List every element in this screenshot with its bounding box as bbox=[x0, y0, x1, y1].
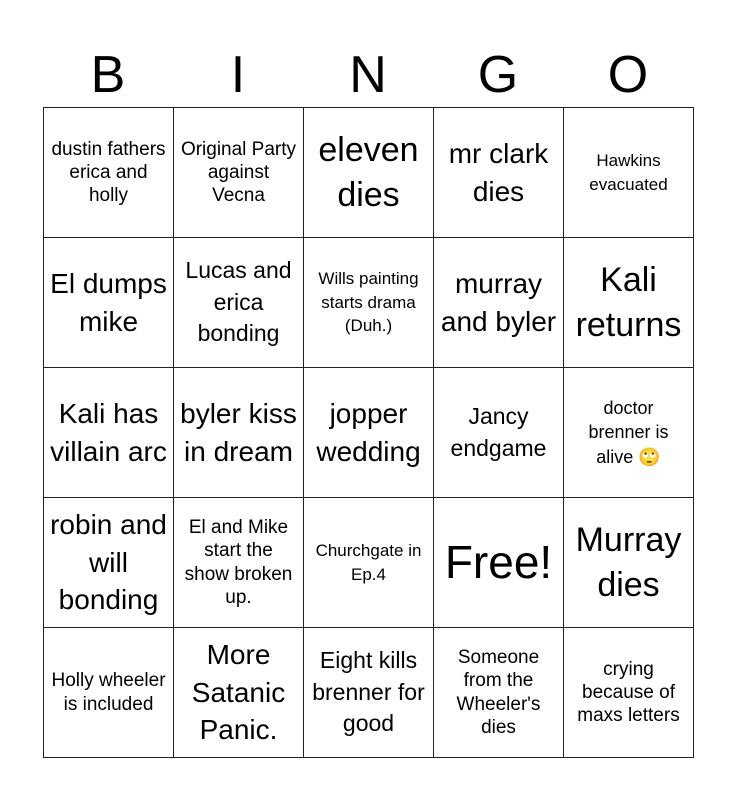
bingo-cell[interactable] bbox=[174, 498, 304, 628]
cell-text: doctor brenner is alive 🙄 bbox=[588, 398, 669, 467]
cell-text: El and Mike start the show broken up. bbox=[184, 517, 293, 608]
cell-text: Original Party against Vecna bbox=[180, 138, 297, 207]
cell-text: Wills painting starts drama (Duh.) bbox=[318, 268, 419, 336]
cell-text: mr clark dies bbox=[448, 137, 549, 207]
cell-text: Free! bbox=[444, 536, 553, 589]
bingo-cell[interactable] bbox=[434, 108, 564, 238]
bingo-header bbox=[43, 44, 693, 106]
bingo-cell[interactable] bbox=[434, 628, 564, 758]
cell-text: Lucas and erica bonding bbox=[185, 256, 292, 347]
cell-text: Jancy endgame bbox=[450, 402, 547, 461]
bingo-cell[interactable] bbox=[564, 498, 694, 628]
cell-text: crying because of maxs letters bbox=[577, 658, 680, 727]
cell-text: Churchgate in Ep.4 bbox=[315, 540, 422, 584]
bingo-cell[interactable] bbox=[44, 498, 174, 628]
cell-text: Kali returns bbox=[575, 260, 682, 344]
cell-text: Holly wheeler is included bbox=[51, 670, 166, 715]
bingo-cell[interactable] bbox=[434, 238, 564, 368]
cell-text: Murray dies bbox=[575, 520, 682, 604]
header-letter-b: B bbox=[90, 46, 126, 104]
cell-text: Eight kills brenner for good bbox=[312, 646, 425, 737]
bingo-cell[interactable] bbox=[304, 238, 434, 368]
cell-text: More Satanic Panic. bbox=[191, 638, 286, 746]
cell-text: Hawkins evacuated bbox=[589, 150, 668, 194]
header-letter-i: I bbox=[230, 46, 246, 104]
bingo-cell[interactable] bbox=[174, 108, 304, 238]
cell-text: dustin fathers erica and holly bbox=[51, 138, 166, 207]
bingo-cell[interactable] bbox=[44, 108, 174, 238]
bingo-cell[interactable] bbox=[304, 498, 434, 628]
bingo-cell[interactable] bbox=[44, 368, 174, 498]
cell-text: murray and byler bbox=[440, 267, 557, 337]
bingo-cell[interactable] bbox=[304, 368, 434, 498]
bingo-cell[interactable] bbox=[44, 238, 174, 368]
cell-text: Kali has villain arc bbox=[50, 397, 167, 467]
bingo-cell[interactable] bbox=[564, 108, 694, 238]
bingo-board bbox=[43, 107, 694, 758]
cell-text: eleven dies bbox=[318, 130, 419, 214]
bingo-cell[interactable] bbox=[44, 628, 174, 758]
cell-text: El dumps mike bbox=[50, 267, 167, 337]
bingo-cell[interactable] bbox=[304, 628, 434, 758]
header-letter-g: G bbox=[477, 46, 519, 104]
cell-text: Someone from the Wheeler's dies bbox=[456, 647, 541, 738]
cell-text: jopper wedding bbox=[316, 397, 421, 467]
bingo-cell[interactable] bbox=[564, 368, 694, 498]
bingo-cell[interactable] bbox=[564, 238, 694, 368]
bingo-cell[interactable] bbox=[304, 108, 434, 238]
header-letter-n: N bbox=[349, 46, 387, 104]
bingo-cell[interactable] bbox=[564, 628, 694, 758]
bingo-cell[interactable] bbox=[174, 368, 304, 498]
cell-text: byler kiss in dream bbox=[180, 397, 297, 467]
bingo-free-cell[interactable] bbox=[434, 498, 564, 628]
bingo-cell[interactable] bbox=[174, 628, 304, 758]
header-letter-o: O bbox=[607, 46, 649, 104]
cell-text: robin and will bonding bbox=[50, 508, 167, 616]
bingo-cell[interactable] bbox=[174, 238, 304, 368]
bingo-cell[interactable] bbox=[434, 368, 564, 498]
